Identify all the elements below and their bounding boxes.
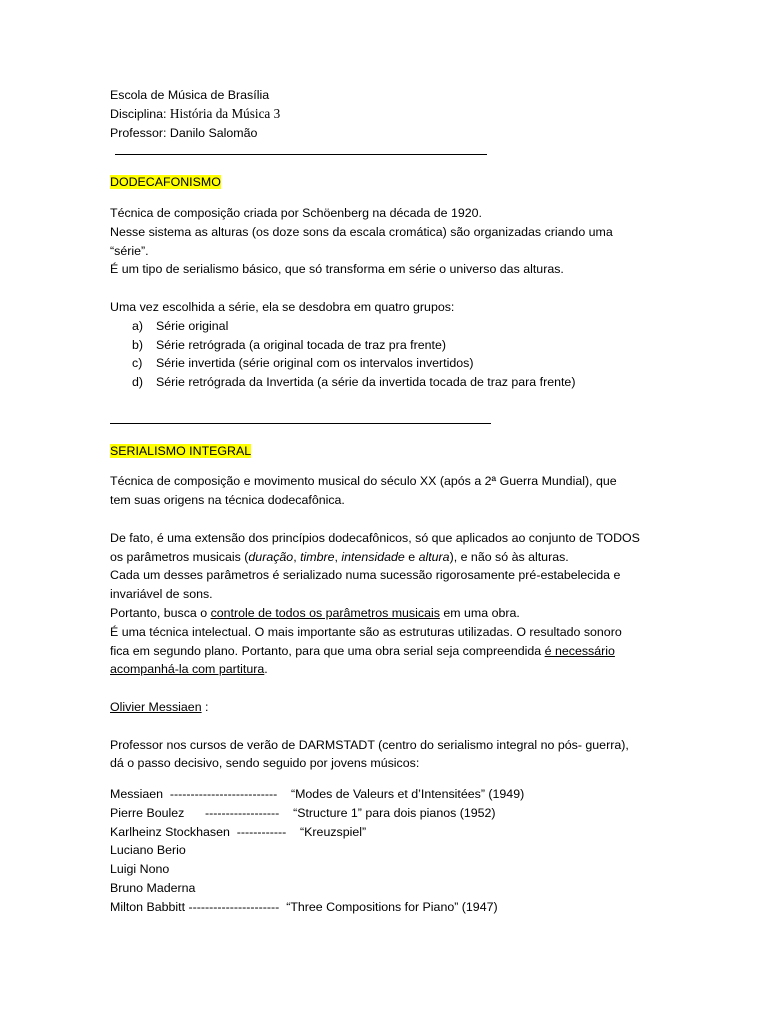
underlined-phrase: acompanhá-la com partitura <box>110 662 265 677</box>
messiaen-subheading <box>110 698 670 717</box>
composer-name: Messiaen -------------------------- <box>110 787 291 802</box>
paragraph-line: De fato, é uma extensão dos princípios dodecafônicos, só que aplicados ao conjunto de TODOS <box>110 530 640 545</box>
section-heading-highlight: SERIALISMO INTEGRAL <box>110 443 252 458</box>
discipline-line <box>110 105 670 124</box>
composer-work: “Three Compositions for Piano” (1947) <box>286 899 498 914</box>
paragraph-line: Professor nos cursos de verão de DARMSTADT (centro do serialismo integral no pós- guerra), <box>110 737 629 752</box>
paragraph-line: tem suas origens na técnica dodecafônica. <box>110 493 345 508</box>
list-item <box>110 354 670 373</box>
text-run: fica em segundo plano. Portanto, para que uma obra serial seja compreendida <box>110 643 545 658</box>
serialismo-heading <box>110 442 670 461</box>
text-run: e <box>404 549 419 564</box>
list-item <box>110 373 670 392</box>
discipline-label: Disciplina: <box>110 106 170 121</box>
paragraph-line: dá o passo decisivo, sendo seguido por jovens músicos: <box>110 756 420 771</box>
school-name: Escola de Música de Brasília <box>110 88 270 102</box>
composer-name: Milton Babbitt ---------------------- <box>110 899 287 914</box>
composer-row <box>110 879 670 898</box>
list-item-text: Série retrógrada (a original tocada de traz pra frente) <box>156 337 446 352</box>
composer-name: Luciano Berio <box>110 843 186 858</box>
list-marker: c) <box>132 356 143 371</box>
paragraph-line <box>110 642 670 661</box>
list-marker: b) <box>132 337 144 352</box>
paragraph-line: invariável de sons. <box>110 587 213 602</box>
text-run: em uma obra. <box>439 605 520 620</box>
text-run: , <box>334 549 342 564</box>
composer-name: Luigi Nono <box>110 862 170 877</box>
section-heading-highlight: DODECAFONISMO <box>110 175 221 190</box>
document-page <box>110 86 670 917</box>
paragraph-line: Cada um desses parâmetros é serializado numa sucessão rigorosamente pré-estabelecida e <box>110 568 621 583</box>
paragraph-line: Técnica de composição criada por Schöenberg na década de 1920. <box>110 205 482 220</box>
paragraph-line: É um tipo de serialismo básico, que só transforma em série o universo das alturas. <box>110 262 564 277</box>
composer-name: Pierre Boulez ------------------ <box>110 805 294 820</box>
paragraph-line: É uma técnica intelectual. O mais importante são as estruturas utilizadas. O resultado sonoro <box>110 624 622 639</box>
list-item <box>110 317 670 336</box>
composer-row <box>110 804 670 823</box>
text-run: os parâmetros musicais ( <box>110 549 249 564</box>
composer-name: Karlheinz Stockhasen ------------ <box>110 824 301 839</box>
list-item-text: Série invertida (série original com os intervalos invertidos) <box>156 356 474 371</box>
text-run: ), e não só às alturas. <box>449 549 569 564</box>
groups-intro: Uma vez escolhida a série, ela se desdobra em quatro grupos: <box>110 299 455 314</box>
underlined-phrase: controle de todos os parâmetros musicais <box>210 605 440 620</box>
composer-work: “Structure 1” para dois pianos (1952) <box>293 805 496 820</box>
italic-term: intensidade <box>341 549 405 564</box>
paragraph-line <box>110 548 670 567</box>
list-item-text: Série original <box>156 318 229 333</box>
text-run: , <box>293 549 301 564</box>
composer-row <box>110 898 670 917</box>
list-marker: a) <box>132 318 144 333</box>
text-run: : <box>201 699 209 714</box>
paragraph-line: “série”. <box>110 243 149 258</box>
underlined-phrase: Olivier Messiaen <box>110 699 202 714</box>
composer-row <box>110 823 670 842</box>
paragraph-line <box>110 604 670 623</box>
discipline-value: História da Música 3 <box>169 105 281 121</box>
composer-row <box>110 841 670 860</box>
separator-line <box>110 411 670 430</box>
text-run: . <box>264 662 268 677</box>
paragraph-line: Nesse sistema as alturas (os doze sons da escala cromática) são organizadas criando uma <box>110 224 613 239</box>
italic-term: altura <box>418 549 450 564</box>
composer-work: “Kreuzspiel” <box>300 824 367 839</box>
composer-row <box>110 860 670 879</box>
underlined-phrase: é necessário <box>544 643 615 658</box>
italic-term: duração <box>248 549 294 564</box>
list-marker: d) <box>132 375 144 390</box>
dodecafonismo-heading <box>110 173 670 192</box>
list-item <box>110 336 670 355</box>
composer-work: “Modes de Valeurs et d’Intensitées” (1949) <box>290 787 525 802</box>
list-item-text: Série retrógrada da Invertida (a série da invertida tocada de traz para frente) <box>156 375 576 390</box>
paragraph-line <box>110 660 670 679</box>
italic-term: timbre <box>300 549 335 564</box>
composer-row <box>110 785 670 804</box>
professor-line: Professor: Danilo Salomão <box>110 125 258 140</box>
paragraph-line: Técnica de composição e movimento musical do século XX (após a 2ª Guerra Mundial), que <box>110 474 617 489</box>
composer-name: Bruno Maderna <box>110 881 196 896</box>
separator-line <box>110 142 670 161</box>
text-run: Portanto, busca o <box>110 605 211 620</box>
